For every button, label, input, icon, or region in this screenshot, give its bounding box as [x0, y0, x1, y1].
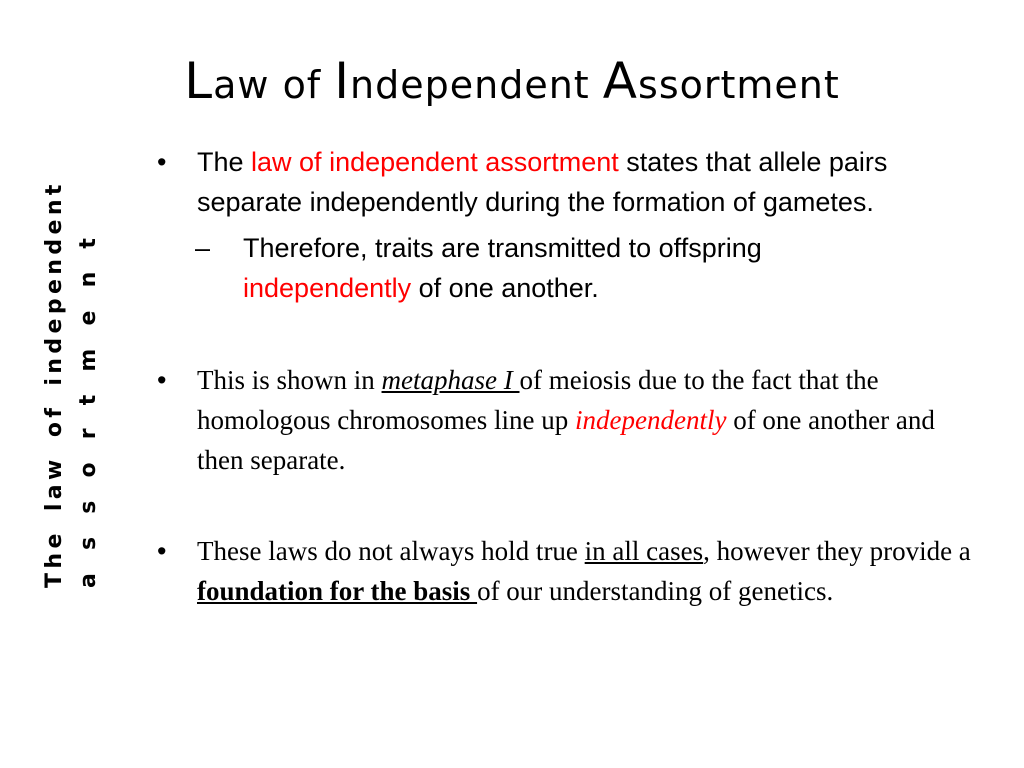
bold-underlined-phrase: foundation for the basis: [197, 576, 478, 606]
title-initial-a: A: [602, 52, 639, 110]
highlight-term: law of independent assortment: [251, 147, 619, 177]
bullet-list: [155, 142, 975, 611]
title-initial-l: L: [184, 52, 214, 110]
bullet-text: These laws do not always hold true: [197, 536, 585, 566]
bullet-item-law-definition: [155, 142, 947, 222]
side-letter: a: [76, 573, 101, 588]
side-letter: m: [76, 348, 101, 372]
bullet-item-laws-caveat: [155, 531, 977, 611]
title-word-of: of: [282, 63, 322, 107]
dash-bullet-icon: –: [195, 233, 211, 263]
bullet-text: Therefore, traits are transmitted to offspring: [243, 233, 762, 263]
bullet-text: , however they provide a: [703, 536, 971, 566]
bullet-text: states that allele pairs separate independently during the formation of gametes.: [197, 147, 888, 217]
title-word-independent: ndependent: [350, 63, 590, 107]
slide-title: [0, 52, 1024, 110]
bullet-text: This is shown in: [197, 365, 382, 395]
side-letter: t: [76, 394, 101, 406]
title-initial-i: I: [334, 52, 351, 110]
bullet-dot-icon: •: [157, 365, 167, 395]
bullet-item-metaphase: [155, 360, 977, 480]
bullet-dot-icon: •: [157, 147, 167, 177]
side-letter: t: [76, 238, 101, 249]
bullet-dot-icon: •: [157, 536, 167, 566]
bullet-text: The: [197, 147, 252, 177]
side-letter: s: [76, 500, 101, 514]
bullet-text: of one another and then separate.: [197, 405, 935, 475]
sub-bullet-item-traits: [195, 228, 923, 308]
side-letter: e: [76, 310, 101, 326]
side-letter: n: [76, 271, 101, 288]
side-label-line-2: [76, 238, 101, 588]
title-word-law: aw: [213, 63, 270, 107]
highlight-term: independently: [243, 273, 412, 303]
vertical-side-label: [42, 180, 112, 588]
side-label-line-1: The law of independent: [42, 180, 67, 588]
side-letter: r: [76, 428, 101, 440]
underlined-phrase: in all cases: [584, 536, 704, 566]
title-word-assortment: ssortment: [638, 63, 840, 107]
bullet-text: of meiosis due to the fact that the homologous chromosomes line up: [197, 365, 879, 435]
bullet-text: of one another.: [411, 273, 599, 303]
side-letter: s: [76, 536, 101, 550]
metaphase-term: metaphase I: [381, 365, 520, 395]
highlight-term: independently: [574, 405, 727, 435]
bullet-text: of our understanding of genetics.: [477, 576, 834, 606]
side-letter: o: [76, 462, 101, 478]
